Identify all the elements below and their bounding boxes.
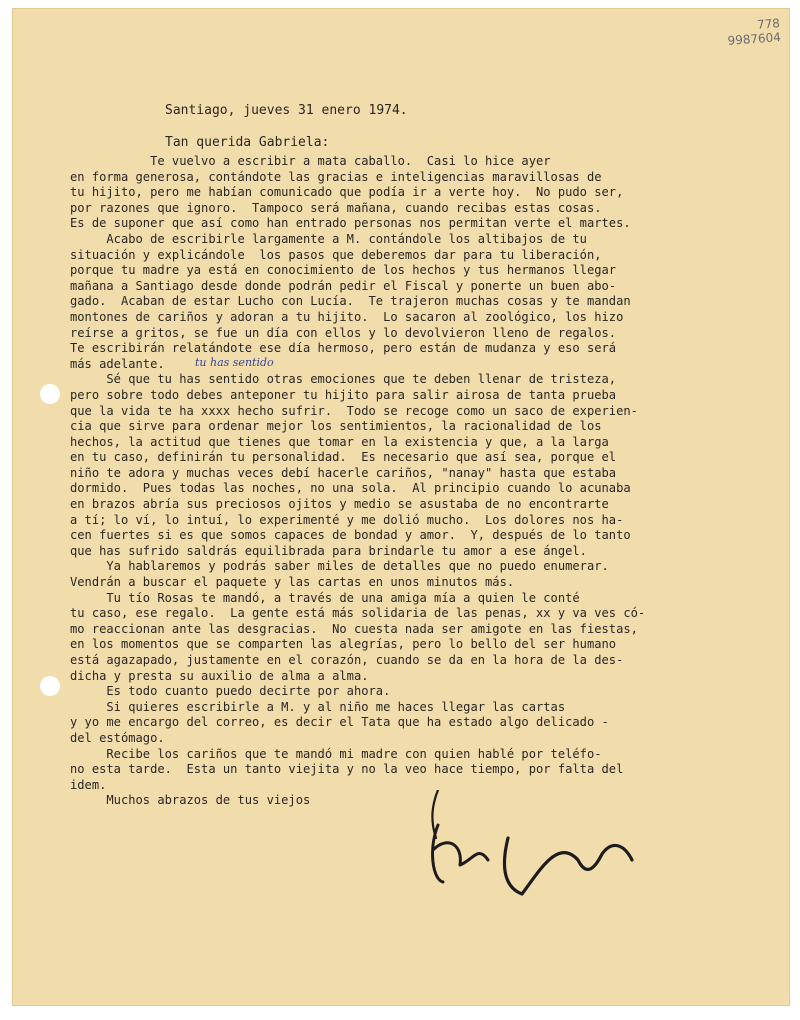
letter-line: Si quieres escribirle a M. y al niño me haces llegar las cartas xyxy=(70,699,566,714)
handwritten-signature xyxy=(418,790,648,910)
letter-line: porque tu madre ya está en conocimiento de los hechos y tus hermanos llegar xyxy=(70,263,617,278)
letter-line: cen fuertes si es que somos capaces de bondad y amor. Y, después de lo tanto xyxy=(70,528,631,543)
letter-line: Recibe los cariños que te mandó mi madre con quien hablé por teléfo- xyxy=(70,746,602,761)
letter-line: Acabo de escribirle largamente a M. contándole los altibajos de tu xyxy=(70,231,587,246)
letter-line: está agazapado, justamente en el corazón, cuando se da en la hora de la des- xyxy=(70,653,624,667)
letter-line: que has sufrido saldrás equilibrada para brindarle tu amor a ese ángel. xyxy=(70,543,587,558)
archive-number-2: 9987604 xyxy=(726,30,781,48)
letter-line: y yo me encargo del correo, es decir el Tata que ha estado algo delicado - xyxy=(70,715,609,730)
letter-line: gado. Acaban de estar Lucho con Lucía. Te trajeron muchas cosas y te mandan xyxy=(70,294,631,309)
letter-line: Vendrán a buscar el paquete y las cartas en unos minutos más. xyxy=(70,575,515,590)
letter-line: en brazos abría sus preciosos ojitos y medio se asustaba de no encontrarte xyxy=(70,497,609,512)
letter-body xyxy=(70,154,770,809)
letter-line: Te vuelvo a escribir a mata caballo. Casi lo hice ayer xyxy=(70,154,551,168)
letter-line: en tu caso, definirán tu personalidad. Es necesario que así sea, porque el xyxy=(70,450,617,465)
letter-line: por razones que ignoro. Tampoco será mañana, cuando recibas estas cosas. xyxy=(70,200,602,215)
letter-line: dormido. Pues todas las noches, no una sola. Al principio cuando lo acunaba xyxy=(70,481,631,496)
letter-line: Tu tío Rosas te mandó, a través de una amiga mía a quien le conté xyxy=(70,590,580,605)
letter-line: en forma generosa, contándote las gracias e inteligencias maravillosas de xyxy=(70,169,602,184)
archive-number-1: 778 xyxy=(756,16,780,32)
letter-line: más adelante. xyxy=(70,356,165,371)
letter-line: montones de cariños y adoran a tu hijito. Lo sacaron al zoológico, los hizo xyxy=(70,309,624,324)
letter-line: Sé que tu has sentido otras emociones que te deben llenar de tristeza, xyxy=(70,372,617,387)
letter-line: reírse a gritos, se fue un día con ellos y lo devolvieron lleno de regalos. xyxy=(70,325,617,340)
letter-line: no esta tarde. Esta un tanto viejita y no la veo hace tiempo, por falta del xyxy=(70,762,624,777)
archive-annotation xyxy=(726,16,781,48)
letter-line: Muchos abrazos de tus viejos xyxy=(70,793,311,808)
letter-line: pero sobre todo debes anteponer tu hijito para salir airosa de tanta prueba xyxy=(70,387,617,402)
letter-line: niño te adora y muchas veces debí hacerle cariños, "nanay" hasta que estaba xyxy=(70,465,617,480)
letter-line: Es de suponer que así como han entrado personas nos permitan verte el martes. xyxy=(70,216,631,231)
handwritten-correction: tu has sentido xyxy=(195,356,274,369)
letter-line: Ya hablaremos y podrás saber miles de detalles que no puedo enumerar. xyxy=(70,559,609,574)
letter-line: situación y explicándole los pasos que deberemos dar para tu liberación, xyxy=(70,247,602,262)
letter-line: tu hijito, pero me habían comunicado que podía ir a verte hoy. No pudo ser, xyxy=(70,185,624,200)
letter-line: en los momentos que se comparten las alegrías, pero lo bello del ser humano xyxy=(70,637,617,652)
letter-line: del estómago. xyxy=(70,730,165,745)
letter-line: dicha y presta su auxilio de alma a alma. xyxy=(70,668,369,683)
letter-line: tu caso, ese regalo. La gente está más solidaria de las penas, xx y va ves có- xyxy=(70,606,646,621)
letter-line: idem. xyxy=(70,777,107,792)
letter-line: hechos, la actitud que tienes que tomar en la existencia y que, a la larga xyxy=(70,434,609,449)
letter-greeting: Tan querida Gabriela: xyxy=(165,135,330,150)
letter-line: a tí; lo ví, lo intuí, lo experimenté y me dolió mucho. Los dolores nos ha- xyxy=(70,512,624,527)
punch-hole-bottom xyxy=(40,676,60,696)
letter-line: mo reaccionan ante las desgracias. No cuesta nada ser amigote en las fiestas, xyxy=(70,621,638,636)
letter-line: que la vida te ha xxxx hecho sufrir. Todo se recoge como un saco de experien- xyxy=(70,403,638,418)
letter-line: Te escribirán relatándote ese día hermoso, pero están de mudanza y eso será xyxy=(70,341,617,356)
letter-line: Es todo cuanto puedo decirte por ahora. xyxy=(70,684,391,699)
letter-dateline: Santiago, jueves 31 enero 1974. xyxy=(165,103,408,118)
punch-hole-top xyxy=(40,384,60,404)
letter-line: cia que sirve para ordenar mejor los sentimientos, la racionalidad de los xyxy=(70,419,602,434)
letter-line: mañana a Santiago desde donde podrán pedir el Fiscal y ponerte un buen abo- xyxy=(70,278,617,293)
